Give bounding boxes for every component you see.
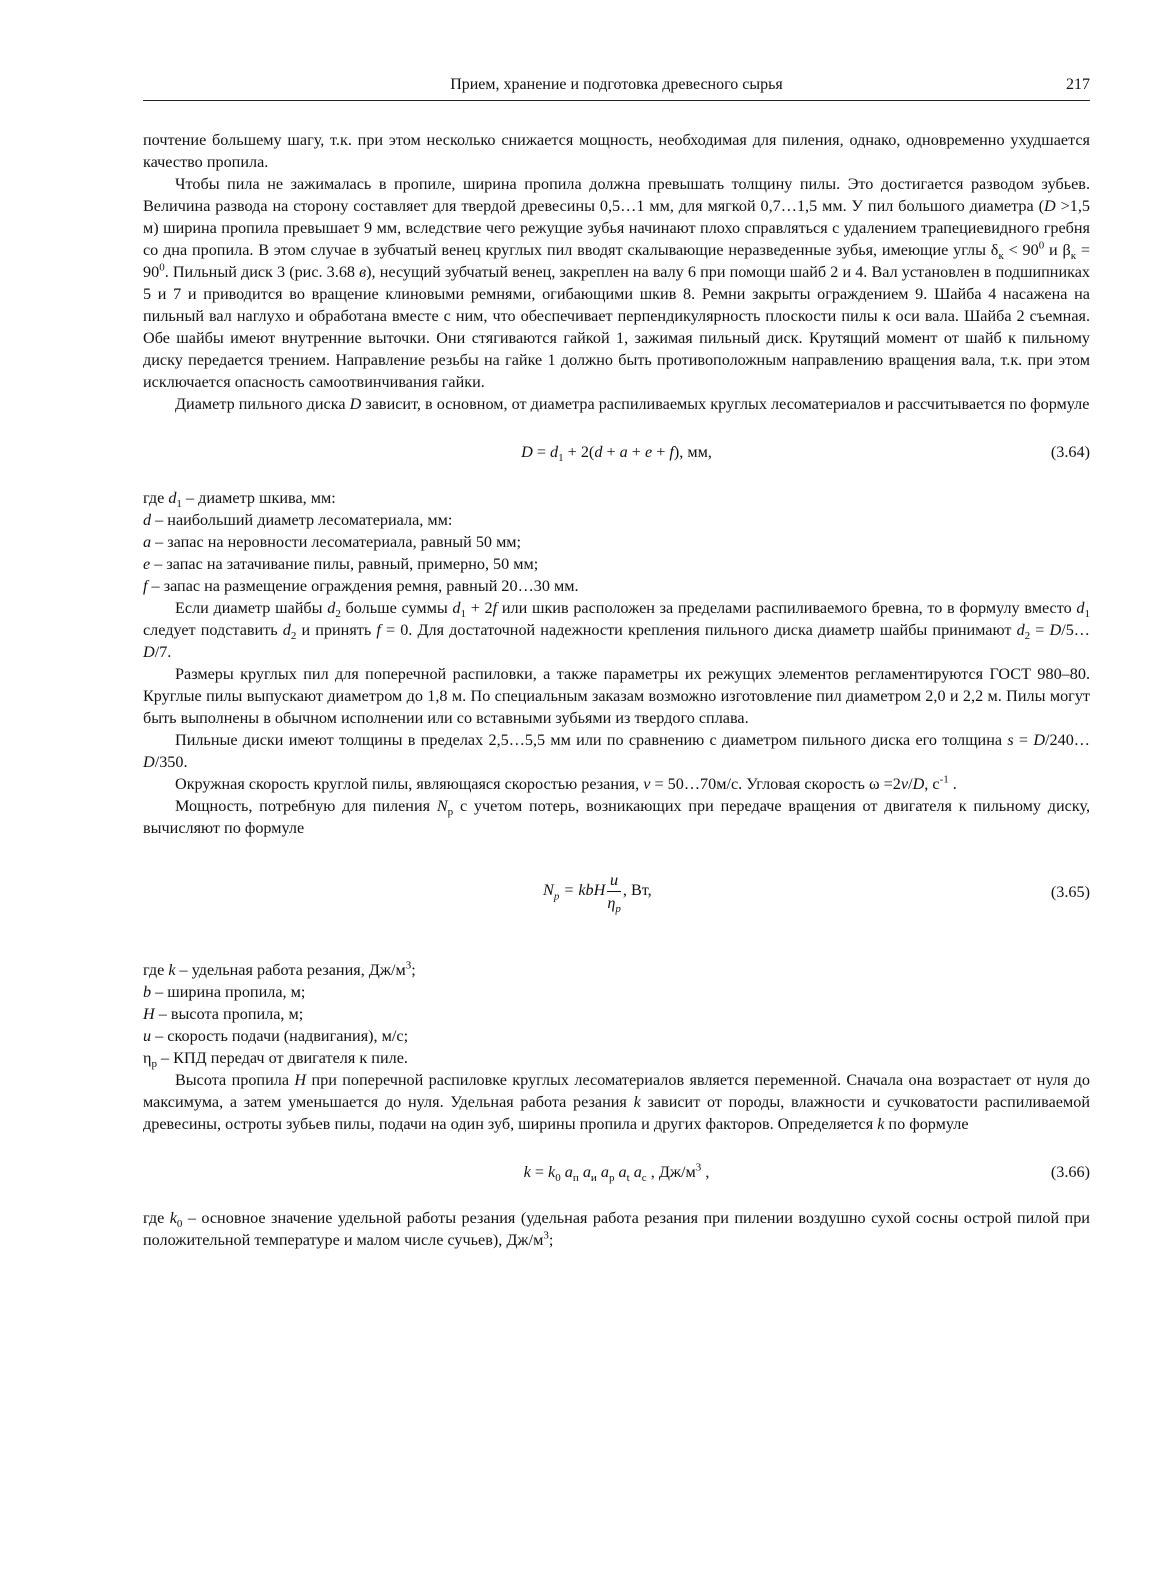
subscript: п bbox=[572, 1172, 579, 1185]
math-symbol: a bbox=[619, 443, 628, 461]
math-symbol: d bbox=[1076, 599, 1085, 617]
math-symbol: N bbox=[436, 797, 448, 815]
text-run: . bbox=[948, 775, 957, 793]
subscript: 1 bbox=[176, 498, 182, 511]
paragraph bbox=[143, 1003, 1090, 1025]
text-run: где bbox=[143, 961, 169, 979]
text-run: Пильные диски имеют толщины в пределах 2,5…5,5 мм или по сравнению с диаметром пильного диска его толщина bbox=[175, 731, 1008, 749]
text-run: = bbox=[1013, 731, 1034, 749]
text-run: /240… bbox=[1045, 731, 1090, 749]
math-symbol: k bbox=[548, 1163, 556, 1181]
text-run: – запас на затачивание пилы, равный, примерно, 50 мм; bbox=[150, 555, 539, 573]
text-run: ; bbox=[548, 1231, 554, 1249]
text-run: /5… bbox=[1061, 621, 1090, 639]
text-run: ), мм, bbox=[673, 443, 712, 461]
text-run: , Дж/м bbox=[646, 1163, 696, 1181]
formula-3-65 bbox=[143, 859, 1090, 929]
math-symbol: k bbox=[877, 1115, 885, 1133]
subscript: 2 bbox=[290, 630, 297, 643]
text-run: – диаметр шкива, мм: bbox=[181, 489, 336, 507]
subscript: p bbox=[151, 1058, 157, 1071]
text-run: где bbox=[143, 1209, 170, 1227]
math-symbol: b bbox=[143, 983, 152, 1001]
text-run: – ширина пропила, м; bbox=[151, 983, 306, 1001]
text-run: зависит от породы, влажности и сучковатости распиливаемой древесины, остроты зубьев пилы, подачи на один зуб, ширины пропила и других факторов. Определяется bbox=[143, 1093, 1090, 1133]
subscript: с bbox=[641, 1172, 647, 1185]
paragraph bbox=[143, 795, 1090, 839]
formula-mid: = kbH bbox=[559, 881, 606, 900]
text-run: / bbox=[908, 775, 913, 793]
page-body bbox=[143, 129, 1090, 1251]
subscript: р bbox=[608, 1172, 615, 1185]
text-run: Мощность, потребную для пиления bbox=[175, 797, 437, 815]
math-symbol: d bbox=[1016, 621, 1025, 639]
text-run: и β bbox=[1044, 241, 1071, 259]
text-run: – КПД передач от двигателя к пиле. bbox=[156, 1049, 408, 1067]
text-run: , bbox=[701, 1163, 710, 1181]
math-symbol: D bbox=[349, 395, 362, 413]
paragraph bbox=[143, 509, 1090, 531]
math-symbol: k bbox=[169, 1209, 177, 1227]
paragraph-group bbox=[143, 1207, 1090, 1251]
superscript: 3 bbox=[405, 959, 412, 972]
text-run: >1,5 м) ширина пропила превышает 9 мм, вследствие чего режущие зубья начинают плохо справляться с удалением трапециевидного гребня со дна пропила. В этом случае в зубчатый венец круглых пил вводят скалывающие неразведенные зубья, имеющие углы δ bbox=[143, 197, 1090, 259]
running-title: Прием, хранение и подготовка древесного сырья bbox=[450, 76, 783, 93]
math-symbol: e bbox=[143, 555, 151, 573]
text-run: и принять bbox=[296, 621, 377, 639]
text-run: = bbox=[532, 443, 550, 461]
math-symbol: D bbox=[912, 775, 925, 793]
text-run: , с bbox=[924, 775, 940, 793]
math-symbol: f bbox=[143, 577, 148, 595]
math-symbol: a bbox=[582, 1163, 591, 1181]
paragraph bbox=[143, 1069, 1090, 1135]
paragraph bbox=[143, 981, 1090, 1003]
fraction-denominator: η bbox=[607, 894, 616, 912]
math-symbol: f bbox=[376, 621, 381, 639]
text-run: = bbox=[530, 1163, 549, 1181]
math-symbol: a bbox=[618, 1163, 627, 1181]
text-run: < 90 bbox=[1003, 241, 1039, 259]
formula-expression bbox=[521, 443, 712, 465]
math-symbol: D bbox=[1044, 197, 1056, 215]
math-symbol: a bbox=[564, 1163, 573, 1181]
math-symbol: H bbox=[294, 1071, 307, 1089]
superscript: 0 bbox=[159, 261, 165, 274]
math-symbol: D bbox=[1049, 621, 1062, 639]
text-run: = 50…70м/с. Угловая скорость ω =2 bbox=[650, 775, 901, 793]
formula-unit: , Вт, bbox=[622, 881, 652, 900]
text-run: по формуле bbox=[884, 1115, 969, 1133]
text-run: /7. bbox=[154, 643, 172, 661]
math-symbol: s bbox=[1007, 731, 1014, 749]
text-run: – скорость подачи (надвигания), м/с; bbox=[151, 1027, 409, 1045]
paragraph-group bbox=[143, 959, 1090, 1135]
math-symbol: в bbox=[359, 263, 367, 281]
subscript: t bbox=[626, 1172, 630, 1185]
text-run: – удельная работа резания, Дж/м bbox=[175, 961, 406, 979]
formula-expression bbox=[523, 1161, 710, 1185]
paragraph bbox=[143, 729, 1090, 773]
math-symbol: d bbox=[282, 621, 291, 639]
subscript: 1 bbox=[558, 452, 564, 465]
paragraph bbox=[143, 173, 1090, 393]
subscript: к bbox=[998, 250, 1004, 263]
math-symbol: v bbox=[900, 775, 909, 793]
formula-number: (3.65) bbox=[1050, 883, 1090, 901]
text-run: + bbox=[602, 443, 620, 461]
text-run: Высота пропила bbox=[175, 1071, 295, 1089]
text-run: – запас на размещение ограждения ремня, равный 20…30 мм. bbox=[147, 577, 579, 595]
subscript: 1 bbox=[1084, 608, 1090, 621]
math-symbol: d bbox=[594, 443, 603, 461]
math-symbol: a bbox=[600, 1163, 609, 1181]
paragraph bbox=[143, 1207, 1090, 1251]
text-run: = 90 bbox=[143, 241, 1090, 281]
text-run: следует подставить bbox=[143, 621, 283, 639]
paragraph bbox=[143, 129, 1090, 173]
math-symbol: k bbox=[523, 1163, 531, 1181]
paragraph bbox=[143, 597, 1090, 663]
math-symbol: D bbox=[143, 753, 155, 771]
text-run: почтение большему шагу, т.к. при этом несколько снижается мощность, необходимая для пиления, однако, одновременно ухудшается качество пропила. bbox=[143, 131, 1090, 171]
text-run: – запас на неровности лесоматериала, равный 50 мм; bbox=[151, 533, 522, 551]
page-header bbox=[143, 74, 1090, 101]
text-run: Размеры круглых пил для поперечной распиловки, а также параметры их режущих элементов регламентируются ГОСТ 980–80. Круглые пилы выпускают диаметром до 1,8 м. По специальным заказам возможно изготовление пил диаметром 2,0 и 2,2 м. Пилы могут быть выполнены в обычном исполнении или со вставными зубьями из твердого сплава. bbox=[143, 665, 1090, 727]
formula-number: (3.64) bbox=[1050, 443, 1090, 461]
text-run: или шкив расположен за пределами распиливаемого бревна, то в формулу вместо bbox=[497, 599, 1077, 617]
text-run: Если диаметр шайбы bbox=[175, 599, 328, 617]
fraction-denominator-sub: p bbox=[615, 903, 621, 916]
subscript: 1 bbox=[460, 608, 467, 621]
text-run: . Пильный диск 3 (рис. 3.68 bbox=[164, 263, 360, 281]
formula-number: (3.66) bbox=[1050, 1163, 1090, 1181]
text-run: ; bbox=[411, 961, 416, 979]
math-symbol: k bbox=[633, 1093, 641, 1111]
superscript: 3 bbox=[695, 1161, 702, 1174]
math-symbol: a bbox=[143, 533, 152, 551]
math-symbol: v bbox=[643, 775, 651, 793]
page-number: 217 bbox=[1066, 76, 1090, 93]
text-run: + bbox=[627, 443, 645, 461]
paragraph bbox=[143, 1047, 1090, 1069]
math-symbol: d bbox=[550, 443, 559, 461]
paragraph bbox=[143, 487, 1090, 509]
text-run: с учетом потерь, возникающих при передаче вращения от двигателя к пильному диску, вычисляют по формуле bbox=[143, 797, 1090, 837]
paragraph bbox=[143, 773, 1090, 795]
text-run: – высота пропила, м; bbox=[154, 1005, 304, 1023]
subscript: 2 bbox=[335, 608, 341, 621]
paragraph-group bbox=[143, 487, 1090, 839]
text-run: – наибольший диаметр лесоматериала, мм: bbox=[151, 511, 453, 529]
math-symbol: d bbox=[452, 599, 461, 617]
text-run: /350. bbox=[154, 753, 188, 771]
paragraph bbox=[143, 393, 1090, 415]
fraction bbox=[607, 869, 621, 914]
math-symbol: d bbox=[327, 599, 336, 617]
text-run: при поперечной распиловке круглых лесоматериалов является переменной. Сначала она возрастает от нуля до максимума, а затем уменьшается до нуля. Удельная работа резания bbox=[143, 1071, 1090, 1111]
text-run: Чтобы пила не зажималась в пропиле, ширина пропила должна превышать толщину пилы. Это достигается разводом зубьев. Величина развода на сторону составляет для твердой древесины 0,5…1 мм, для мягкой 0,7…1,5 мм. У пил большого диаметра ( bbox=[143, 175, 1090, 215]
text-run: Окружная скорость круглой пилы, являющаяся скоростью резания, bbox=[175, 775, 644, 793]
paragraph bbox=[143, 663, 1090, 729]
text-run: + bbox=[652, 443, 670, 461]
text-run: = bbox=[1030, 621, 1050, 639]
text-run: – основное значение удельной работы резания (удельная работа резания при пилении воздушно сухой сосны острой пилой при положительной температуре и малом числе сучьев), Дж/м bbox=[143, 1209, 1090, 1249]
superscript: 0 bbox=[1038, 239, 1045, 252]
fraction-numerator: u bbox=[610, 871, 619, 889]
text-run: + 2( bbox=[563, 443, 595, 461]
subscript: p bbox=[447, 806, 454, 819]
formula-lhs: N bbox=[543, 881, 554, 900]
paragraph-group bbox=[143, 129, 1090, 415]
math-symbol: a bbox=[633, 1163, 642, 1181]
paragraph bbox=[143, 959, 1090, 981]
math-symbol: d bbox=[168, 489, 177, 507]
formula-3-66 bbox=[143, 1161, 1090, 1183]
text-run: больше суммы bbox=[340, 599, 453, 617]
math-symbol: k bbox=[168, 961, 176, 979]
text-run: η bbox=[143, 1049, 152, 1067]
superscript: -1 bbox=[939, 773, 949, 786]
subscript: 0 bbox=[555, 1172, 561, 1185]
math-symbol: u bbox=[143, 1027, 152, 1045]
text-run: где bbox=[143, 489, 169, 507]
subscript: 0 bbox=[176, 1218, 183, 1231]
math-symbol: D bbox=[521, 443, 533, 461]
math-symbol: e bbox=[644, 443, 653, 461]
formula-3-64 bbox=[143, 441, 1090, 463]
math-symbol: f bbox=[669, 443, 674, 461]
formula-lhs-sub: p bbox=[553, 890, 560, 903]
text-run: Диаметр пильного диска bbox=[175, 395, 350, 413]
subscript: 2 bbox=[1024, 630, 1031, 643]
math-symbol: H bbox=[143, 1005, 155, 1023]
text-run: зависит, в основном, от диаметра распиливаемых круглых лесоматериалов и рассчитывается по формуле bbox=[361, 395, 1090, 413]
math-symbol: D bbox=[1033, 731, 1046, 749]
subscript: к bbox=[1070, 250, 1077, 263]
paragraph bbox=[143, 1025, 1090, 1047]
math-symbol: D bbox=[143, 643, 155, 661]
formula-expression bbox=[543, 869, 652, 914]
text-run: = 0. Для достаточной надежности крепления пильного диска диаметр шайбы принимают bbox=[380, 621, 1017, 639]
text-run: + 2 bbox=[466, 599, 493, 617]
paragraph bbox=[143, 531, 1090, 553]
math-symbol: d bbox=[143, 511, 152, 529]
paragraph bbox=[143, 575, 1090, 597]
text-run: ), несущий зубчатый венец, закреплен на валу 6 при помощи шайб 2 и 4. Вал установлен в подшипниках 5 и 7 и приводится во вращение клиновыми ремнями, огибающими шкив 8. Ремни закрыты ограждением 9. Шайба 4 насажена на пильный вал наглухо и обработана вместе с ним, что обеспечивает перпендикулярность плоскости пилы к оси вала. Шайба 2 съемная. Обе шайбы имеют внутренние выточки. Они стягиваются гайкой 1, зажимая пильный диск. Крутящий момент от шайб к пильному диску передается трением. Направление резьбы на гайке 1 должно быть противоположным направлению вращения вала, т.к. при этом исключается опасность самоотвинчивания гайки. bbox=[143, 263, 1090, 391]
subscript: и bbox=[590, 1172, 597, 1185]
math-symbol: f bbox=[492, 599, 498, 617]
paragraph bbox=[143, 553, 1090, 575]
superscript: 3 bbox=[543, 1229, 549, 1242]
